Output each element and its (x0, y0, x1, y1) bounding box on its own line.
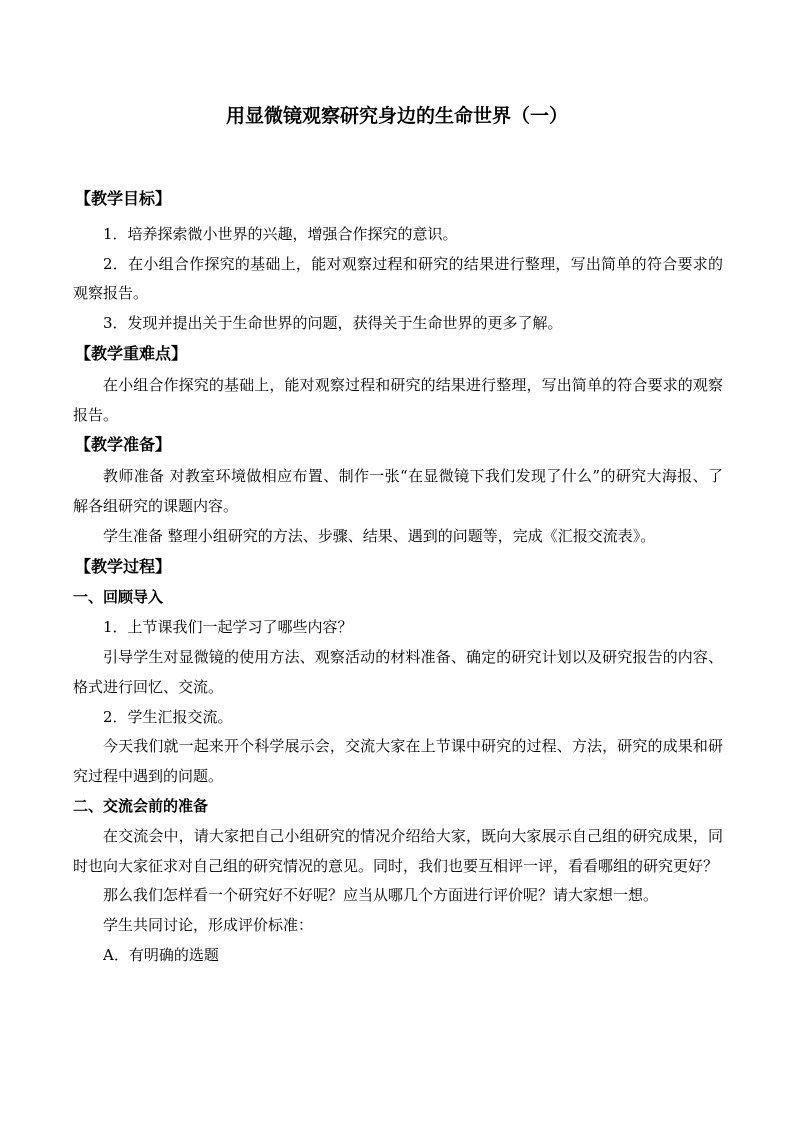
heading-preparation: 【教学准备】 (75, 435, 172, 455)
process-part1-line-1: 1．上节课我们一起学习了哪些内容？ (103, 618, 353, 637)
process-part1-line-2: 引导学生对显微镜的使用方法、观察活动的材料准备、确定的研究计划以及研究报告的内容、格式进行回忆、交流。 (73, 647, 723, 696)
process-part1-line-4: 今天我们就一起来开个科学展示会，交流大家在上节课中研究的过程、方法，研究的成果和研究过程中遇到的问题。 (73, 737, 723, 786)
objective-item-1: 1．培养探索微小世界的兴趣，增强合作探究的意识。 (103, 224, 458, 243)
objective-item-2: 2．在小组合作探究的基础上，能对观察过程和研究的结果进行整理，写出简单的符合要求的观察报告。 (73, 254, 723, 303)
process-part1-line-3: 2．学生汇报交流。 (103, 707, 233, 726)
process-part2-line-1: 在交流会中，请大家把自己小组研究的情况介绍给大家，既向大家展示自己组的研究成果，同时也向大家征求对自己组的研究情况的意见。同时，我们也要互相评一评，看看哪组的研究更好？ (73, 826, 723, 875)
objective-item-3: 3．发现并提出关于生命世界的问题，获得关于生命世界的更多了解。 (103, 314, 563, 333)
process-part2-heading: 二、交流会前的准备 (73, 796, 209, 815)
document-body (73, 184, 723, 971)
document-title: 用显微镜观察研究身边的生命世界（一） (225, 105, 568, 127)
process-part2-line-4: A．有明确的选题 (103, 945, 219, 964)
heading-key-points: 【教学重难点】 (75, 343, 188, 363)
preparation-teacher: 教师准备 对教室环境做相应布置、制作一张“在显微镜下我们发现了什么”的研究大海报、了解各组研究的课题内容。 (73, 467, 723, 515)
process-part1-heading: 一、回顾导入 (73, 588, 164, 607)
preparation-students: 学生准备 整理小组研究的方法、步骤、结果、遇到的问题等，完成《汇报交流表》。 (103, 526, 656, 545)
heading-objectives: 【教学目标】 (75, 189, 172, 208)
heading-process: 【教学过程】 (75, 556, 172, 576)
process-part2-line-2: 那么我们怎样看一个研究好不好呢？应当从哪几个方面进行评价呢？请大家想一想。 (103, 886, 659, 905)
key-points-text: 在小组合作探究的基础上，能对观察过程和研究的结果进行整理，写出简单的符合要求的观察报告。 (73, 375, 723, 424)
process-part2-line-3: 学生共同讨论，形成评价标准： (103, 916, 314, 935)
